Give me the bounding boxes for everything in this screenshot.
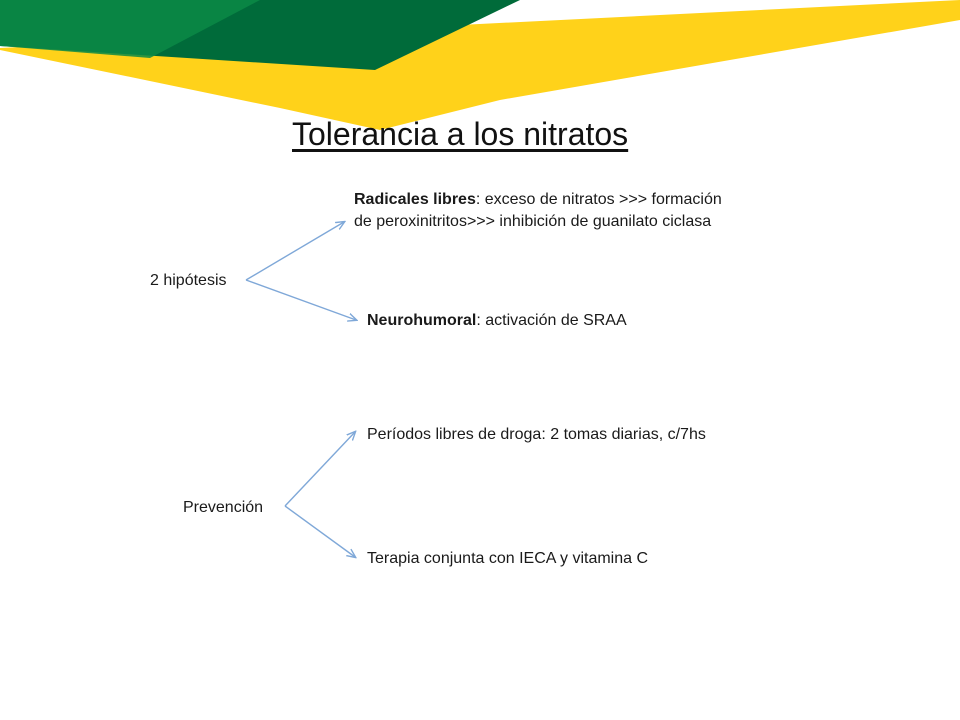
branch-radicales-bold: Radicales libres (354, 191, 476, 208)
arrow-hypothesis-to-neurohumoral (246, 280, 356, 320)
branch-neurohumoral-text: : activación de SRAA (476, 312, 627, 329)
branch-periodos-libres: Períodos libres de droga: 2 tomas diarias, c/7hs (367, 426, 706, 443)
arrow-hypothesis-to-radicales (246, 222, 344, 280)
branch-radicales-text: : exceso de nitratos >>> formación de peroxinitritos>>> inhibición de guanilato ciclasa (354, 191, 722, 230)
root-prevencion: Prevención (183, 499, 264, 516)
branch-neurohumoral (367, 310, 627, 332)
arrow-prevencion-to-periodos (285, 432, 355, 506)
arrow-prevencion-to-terapia (285, 506, 355, 557)
branch-terapia-conjunta: Terapia conjunta con IECA y vitamina C (367, 550, 649, 567)
root-hypotheses: 2 hipótesis (150, 272, 227, 289)
slide-title: Tolerancia a los nitratos (292, 116, 629, 152)
branch-radicales-libres (354, 189, 724, 233)
branch-neurohumoral-bold: Neurohumoral (367, 312, 477, 329)
